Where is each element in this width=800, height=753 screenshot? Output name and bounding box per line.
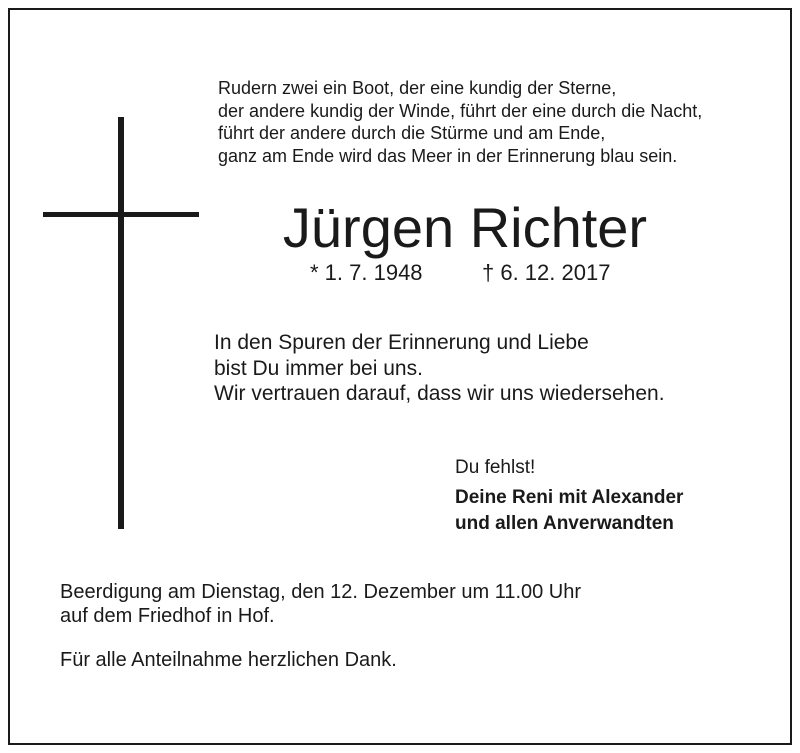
signoff-message: Du fehlst!: [455, 457, 536, 478]
birth-date: * 1. 7. 1948: [310, 260, 423, 285]
poem-line: führt der andere durch die Stürme und am Ende,: [218, 123, 606, 143]
signoff: [455, 455, 683, 537]
signature-line: und allen Anverwandten: [455, 513, 674, 534]
cross-icon-vertical-bar: [118, 117, 124, 529]
thanks-note: Für alle Anteilnahme herzlichen Dank.: [60, 649, 397, 671]
poem-line: Rudern zwei ein Boot, der eine kundig der Sterne,: [218, 78, 617, 98]
deceased-name: Jürgen Richter: [282, 196, 648, 259]
funeral-info: [60, 580, 581, 628]
funeral-line: auf dem Friedhof in Hof.: [60, 605, 275, 627]
verse-line: bist Du immer bei uns.: [214, 356, 423, 380]
verse-line: Wir vertrauen darauf, dass wir uns wiedersehen.: [214, 382, 665, 405]
funeral-line: Beerdigung am Dienstag, den 12. Dezember um 11.00 Uhr: [60, 581, 582, 603]
signature-line: Deine Reni mit Alexander: [455, 487, 684, 508]
poem: [218, 77, 702, 167]
death-date: † 6. 12. 2017: [482, 260, 611, 285]
verse-line: In den Spuren der Erinnerung und Liebe: [214, 331, 589, 354]
poem-line: der andere kundig der Winde, führt der eine durch die Nacht,: [218, 100, 703, 121]
memorial-verse: [214, 330, 665, 407]
poem-line: ganz am Ende wird das Meer in der Erinnerung blau sein.: [218, 145, 678, 166]
